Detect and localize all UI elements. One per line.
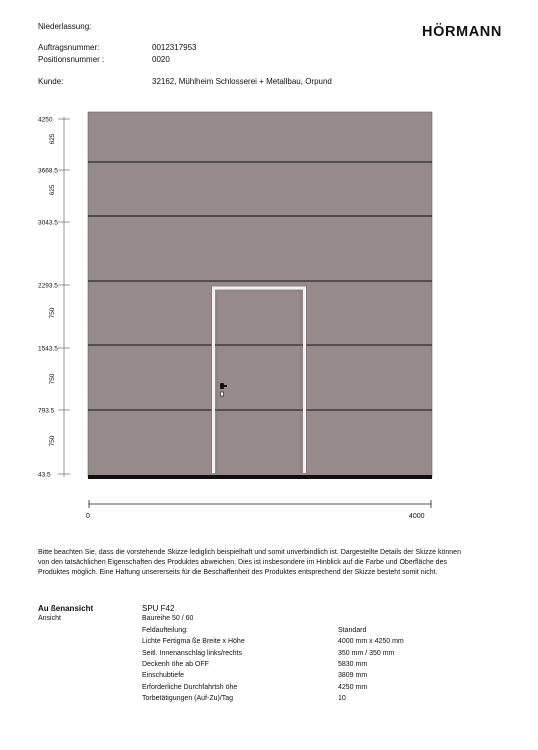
spec-label: Erforderliche Durchfahrtsh öhe [142, 683, 238, 691]
spec-label: Feldaufteilung: [142, 627, 188, 634]
spec-label: Seitl. Innenanschlag links/rechts [142, 649, 242, 657]
kunde-value: 32162, Mühlheim Schlosserei + Metallbau, Orpund [152, 77, 332, 86]
height-mark-label: 1543.5 [38, 345, 58, 353]
auftragsnummer-value: 0012317953 [152, 43, 197, 52]
spec-value: 4250 mm [338, 683, 368, 691]
spec-value: 10 [338, 694, 346, 702]
height-mark-label: 3668.5 [38, 167, 58, 175]
section-dimension-label: 750 [49, 373, 56, 385]
auftragsnummer-label: Auftragsnummer: [38, 43, 100, 52]
width-end-label: 4000 [409, 513, 425, 520]
spec-value: Standard [338, 627, 367, 634]
product-series: Baureihe 50 / 60 [142, 615, 194, 622]
disclaimer-line-3: Produktes möglich. Eine Haftung unsererseits für die Beschaffenheit des Produktes entsprechend der Skizze besteht somit nicht. [38, 569, 438, 576]
view-sub-label: Ansicht [38, 615, 61, 622]
spec-value: 350 mm / 350 mm [338, 649, 395, 657]
spec-value: 4000 mm x 4250 mm [338, 638, 404, 646]
disclaimer-line-2: von den tatsächlichen Eigenschaften des Produktes abweichen. Dies ist insbesondere im Hinblick auf die Farbe und Oberfläche des [38, 559, 447, 566]
view-label: Au ßenansicht [38, 604, 94, 613]
kunde-label: Kunde: [38, 77, 64, 86]
height-mark-label: 3043.5 [38, 219, 58, 227]
height-mark-label: 2293.5 [38, 282, 58, 290]
disclaimer-line-1: Bitte beachten Sie, dass die vorstehende Skizze lediglich beispielhaft und somit unverbindlich ist. Dargestellte Details der Skizze können [38, 549, 461, 556]
width-start-label: 0 [86, 513, 90, 520]
section-dimension-label: 625 [49, 184, 56, 196]
height-mark-label: 793.5 [38, 407, 55, 415]
positionsnummer-value: 0020 [152, 55, 170, 64]
spec-value: 3809 mm [338, 672, 368, 680]
floor-base [88, 475, 432, 479]
spec-label: Lichte Fertigma ße Breite x Höhe [142, 638, 245, 646]
spec-value: 5830 mm [338, 660, 368, 668]
section-dimension-label: 750 [49, 435, 56, 447]
spec-label: Torbetätigungen (Auf-Zu)/Tag [142, 694, 234, 702]
spec-label: Deckenh öhe ab OFF [142, 660, 209, 668]
section-dimension-label: 750 [49, 307, 56, 319]
hormann-logo: HÖRMANN [422, 24, 502, 40]
niederlassung-label: Niederlassung: [38, 22, 92, 31]
height-mark-label: 4250 [38, 116, 53, 124]
positionsnummer-label: Positionsnummer : [38, 55, 105, 64]
section-dimension-label: 625 [49, 133, 56, 145]
spec-label: Einschubtiefe [142, 672, 185, 680]
door-leaf [88, 112, 432, 477]
product-name: SPU F42 [142, 604, 175, 613]
height-mark-label: 43.5 [38, 471, 51, 479]
